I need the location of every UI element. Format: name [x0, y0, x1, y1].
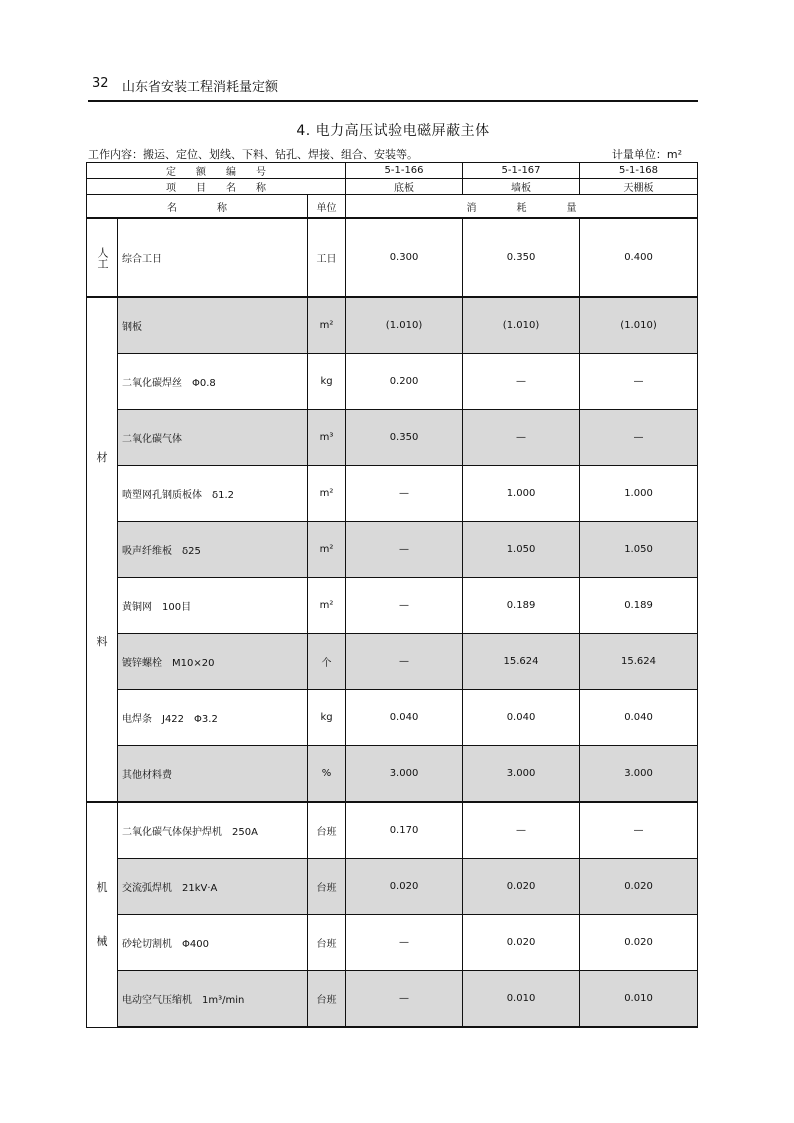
category-material — [87, 297, 118, 802]
work-content: 工作内容：搬运、定位、划线、下料、钻孔、焊接、组合、安装等。 — [88, 148, 418, 161]
consumption-value: 3.000 — [463, 746, 580, 803]
consumption-value: 15.624 — [463, 634, 580, 690]
header-row-codes — [87, 163, 698, 179]
category-material-char: 材 — [96, 450, 108, 464]
resource-unit: 台班 — [308, 802, 346, 859]
consumption-value: 0.200 — [346, 354, 463, 410]
resource-name: 砂轮切割机 Φ400 — [118, 915, 308, 971]
resource-name: 二氧化碳气体保护焊机 250A — [118, 802, 308, 859]
consumption-value: (1.010) — [463, 297, 580, 354]
consumption-value: — — [346, 522, 463, 578]
consumption-value: — — [580, 410, 698, 466]
consumption-value: 0.040 — [580, 690, 698, 746]
consumption-value: 1.050 — [580, 522, 698, 578]
consumption-value: 0.189 — [463, 578, 580, 634]
quota-table — [86, 162, 698, 1028]
resource-unit: m² — [308, 578, 346, 634]
code-label: 定 额 编 号 — [87, 163, 346, 179]
table-row — [87, 690, 698, 746]
section-title: 4. 电力高压试验电磁屏蔽主体 — [296, 123, 490, 139]
consumption-value: (1.010) — [580, 297, 698, 354]
resource-unit: m² — [308, 522, 346, 578]
consumption-value: — — [346, 466, 463, 522]
consumption-value: 0.020 — [580, 915, 698, 971]
table-row — [87, 466, 698, 522]
resource-name: 其他材料费 — [118, 746, 308, 803]
item-cell: 天棚板 — [580, 179, 698, 195]
consumption-value: 0.020 — [346, 859, 463, 915]
consumption-value: — — [346, 915, 463, 971]
resource-name: 电焊条 J422 Φ3.2 — [118, 690, 308, 746]
resource-name: 二氧化碳焊丝 Φ0.8 — [118, 354, 308, 410]
consumption-value: 0.010 — [463, 971, 580, 1028]
resource-unit: m² — [308, 466, 346, 522]
consumption-value: 1.050 — [463, 522, 580, 578]
measurement-unit: 计量单位：m² — [611, 148, 682, 161]
consumption-value: 1.000 — [580, 466, 698, 522]
consumption-value: 0.189 — [580, 578, 698, 634]
table-row — [87, 354, 698, 410]
table-row — [87, 410, 698, 466]
resource-unit: 台班 — [308, 971, 346, 1028]
resource-unit: m³ — [308, 410, 346, 466]
consumption-label: 消 耗 量 — [346, 195, 698, 219]
table-row — [87, 915, 698, 971]
resource-unit: m² — [308, 297, 346, 354]
consumption-value: 0.350 — [463, 218, 580, 297]
book-title: 山东省安装工程消耗量定额 — [122, 80, 279, 95]
category-machine-char: 械 — [96, 934, 108, 948]
resource-name: 黄铜网 100目 — [118, 578, 308, 634]
consumption-value: 0.170 — [346, 802, 463, 859]
resource-name: 喷塑网孔钢质板体 δ1.2 — [118, 466, 308, 522]
code-cell: 5-1-167 — [463, 163, 580, 179]
consumption-value: — — [580, 354, 698, 410]
consumption-value: 0.350 — [346, 410, 463, 466]
consumption-value: 15.624 — [580, 634, 698, 690]
resource-unit: kg — [308, 354, 346, 410]
consumption-value: 0.040 — [463, 690, 580, 746]
resource-unit: 工日 — [308, 218, 346, 297]
header-row-columns — [87, 195, 698, 219]
table-row — [87, 746, 698, 803]
consumption-value: 0.400 — [580, 218, 698, 297]
resource-name: 钢板 — [118, 297, 308, 354]
page-header — [88, 74, 698, 102]
resource-unit: % — [308, 746, 346, 803]
unit-column-label: 单位 — [308, 195, 346, 219]
consumption-value: 0.020 — [580, 859, 698, 915]
category-machine — [87, 802, 118, 1027]
item-label: 项 目 名 称 — [87, 179, 346, 195]
header-row-items — [87, 179, 698, 195]
resource-unit: kg — [308, 690, 346, 746]
code-cell: 5-1-168 — [580, 163, 698, 179]
item-cell: 墙板 — [463, 179, 580, 195]
table-row — [87, 859, 698, 915]
resource-name: 吸声纤维板 δ25 — [118, 522, 308, 578]
item-cell: 底板 — [346, 179, 463, 195]
table-row — [87, 802, 698, 859]
consumption-value: — — [346, 578, 463, 634]
consumption-value: — — [463, 354, 580, 410]
consumption-value: — — [346, 634, 463, 690]
consumption-value: 0.300 — [346, 218, 463, 297]
category-machine-char: 机 — [96, 880, 108, 894]
resource-name: 镀锌螺栓 M10×20 — [118, 634, 308, 690]
resource-name: 综合工日 — [118, 218, 308, 297]
category-labor: 人工 — [87, 218, 118, 297]
consumption-value: 3.000 — [346, 746, 463, 803]
table-row — [87, 634, 698, 690]
consumption-value: (1.010) — [346, 297, 463, 354]
resource-unit: 个 — [308, 634, 346, 690]
table-row — [87, 522, 698, 578]
consumption-value: — — [463, 802, 580, 859]
table-row — [87, 297, 698, 354]
table-row — [87, 218, 698, 297]
consumption-value: — — [580, 802, 698, 859]
consumption-value: 0.040 — [346, 690, 463, 746]
consumption-value: — — [346, 971, 463, 1028]
consumption-value: 0.010 — [580, 971, 698, 1028]
resource-name: 交流弧焊机 21kV·A — [118, 859, 308, 915]
consumption-value: 3.000 — [580, 746, 698, 803]
consumption-value: 1.000 — [463, 466, 580, 522]
category-material-char: 料 — [96, 634, 108, 648]
table-row — [87, 578, 698, 634]
resource-unit: 台班 — [308, 859, 346, 915]
code-cell: 5-1-166 — [346, 163, 463, 179]
resource-name: 电动空气压缩机 1m³/min — [118, 971, 308, 1028]
resource-unit: 台班 — [308, 915, 346, 971]
consumption-value: — — [463, 410, 580, 466]
page-number: 32 — [92, 76, 109, 91]
resource-name: 二氧化碳气体 — [118, 410, 308, 466]
consumption-value: 0.020 — [463, 915, 580, 971]
consumption-value: 0.020 — [463, 859, 580, 915]
name-column-label: 名 称 — [87, 195, 308, 219]
table-row — [87, 971, 698, 1028]
